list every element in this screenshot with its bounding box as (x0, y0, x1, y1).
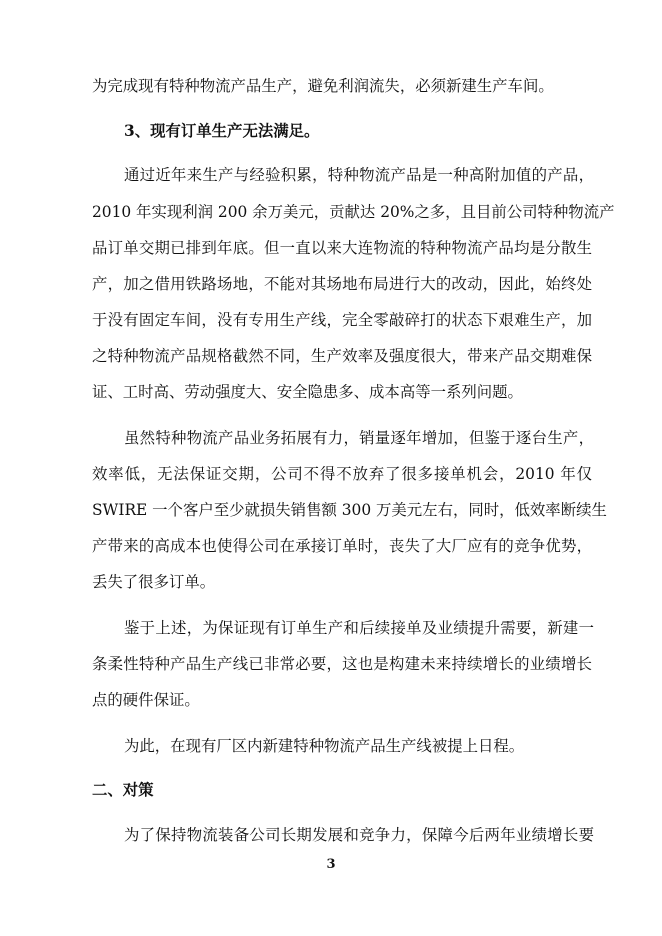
paragraph-line: SWIRE 一个客户至少就损失销售额 300 万美元左右，同时，低效率断续生 (92, 501, 607, 519)
paragraph-line: 为完成现有特种物流产品生产，避免利润流失，必须新建生产车间。 (92, 77, 554, 95)
paragraph-line: 点的硬件保证。 (92, 691, 200, 709)
paragraph-line: 之特种物流产品规格截然不同，生产效率及强度很大，带来产品交期难保 (92, 347, 592, 365)
paragraph-line: 条柔性特种产品生产线已非常必要，这也是构建未来持续增长的业绩增长 (92, 655, 592, 673)
section-heading-2: 二、对策 (92, 781, 154, 799)
paragraph-line: 2010 年实现利润 200 余万美元，贡献达 20%之多，且目前公司特种物流产 (92, 203, 615, 221)
paragraph-line: 于没有固定车间，没有专用生产线，完全零敲碎打的状态下艰难生产，加 (92, 311, 592, 329)
paragraph-line: 产带来的高成本也使得公司在承接订单时，丧失了大厂应有的竞争优势， (92, 537, 592, 555)
paragraph-line: 鉴于上述，为保证现有订单生产和后续接单及业绩提升需要，新建一 (124, 619, 594, 637)
section-heading-3: 3、现有订单生产无法满足。 (124, 122, 320, 140)
paragraph-line: 通过近年来生产与经验积累，特种物流产品是一种高附加值的产品， (124, 166, 594, 184)
paragraph-line: 证、工时高、劳动强度大、安全隐患多、成本高等一系列问题。 (92, 383, 523, 401)
paragraph-line: 效率低，无法保证交期，公司不得不放弃了很多接单机会，2010 年仅 (92, 465, 592, 483)
paragraph-line: 品订单交期已排到年底。但一直以来大连物流的特种物流产品均是分散生 (92, 239, 592, 257)
paragraph-line: 虽然特种物流产品业务拓展有力，销量逐年增加，但鉴于逐台生产， (124, 429, 594, 447)
paragraph-line: 为此，在现有厂区内新建特种物流产品生产线被提上日程。 (124, 737, 525, 755)
paragraph-line: 丢失了很多订单。 (92, 573, 216, 591)
page-number: 3 (326, 857, 336, 872)
paragraph-line: 产，加之借用铁路场地，不能对其场地布局进行大的改动，因此，始终处 (92, 275, 592, 293)
paragraph-line: 为了保持物流装备公司长期发展和竞争力，保障今后两年业绩增长要 (124, 826, 594, 844)
